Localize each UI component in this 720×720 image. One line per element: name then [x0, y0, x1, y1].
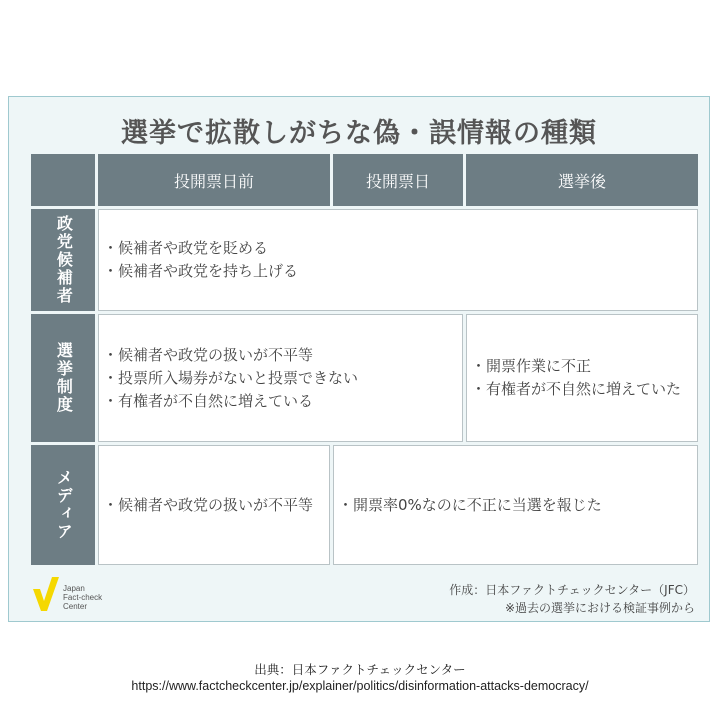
source-url: https://www.factcheckcenter.jp/explainer/politics/disinformation-attacks-democracy/: [131, 679, 589, 693]
column-header-voting-day: 投開票日: [333, 154, 463, 206]
jfc-check-logo-icon: [31, 575, 61, 615]
list-item: ・候補者や政党を貶める: [103, 239, 269, 257]
infographic-card: [8, 96, 710, 622]
row-header-candidates-parties: [31, 209, 95, 311]
list-item: ・有権者が不自然に増えていた: [471, 380, 682, 398]
source-label: 出典：日本ファクトチェックセンター: [254, 663, 466, 677]
logo-line: Japan: [63, 584, 85, 593]
logo-line: Fact-check: [63, 593, 103, 602]
cell-candidates-all-periods: [98, 209, 698, 311]
column-header-before-voting: 投開票日前: [98, 154, 330, 206]
cell-system-after-election: [466, 314, 698, 442]
row-header-election-system: [31, 314, 95, 442]
cell-media-before-voting: [98, 445, 330, 565]
list-item: ・開票作業に不正: [471, 357, 592, 375]
infographic-title: 選挙で拡散しがちな偽・誤情報の種類: [121, 118, 597, 149]
row-header-line: 選挙制度: [54, 342, 74, 414]
cell-system-before-and-voting-day: [98, 314, 463, 442]
logo-text: [63, 584, 102, 611]
list-item: ・有権者が不自然に増えている: [103, 391, 314, 410]
list-item: ・開票率0%なのに不正に当選を報じた: [338, 495, 602, 514]
row-header-line: 候補者: [54, 251, 74, 305]
note-text: ※過去の選挙における検証事例から: [504, 601, 695, 615]
column-header-after-election: 選挙後: [466, 154, 698, 206]
list-item: ・投票所入場券がないと投票できない: [103, 368, 359, 387]
list-item: ・候補者や政党の扱いが不平等: [103, 495, 314, 514]
row-header-line: 政党: [54, 215, 74, 251]
cell-media-voting-day-and-after: [333, 445, 698, 565]
list-item: ・候補者や政党の扱いが不平等: [103, 345, 314, 364]
row-header-media: [31, 445, 95, 565]
header-corner: [31, 154, 95, 206]
credit-text: 作成：日本ファクトチェックセンター（JFC）: [449, 583, 695, 597]
row-header-line: メディア: [54, 469, 74, 541]
list-item: ・候補者や政党を持ち上げる: [103, 262, 299, 280]
logo-line: Center: [63, 602, 88, 611]
